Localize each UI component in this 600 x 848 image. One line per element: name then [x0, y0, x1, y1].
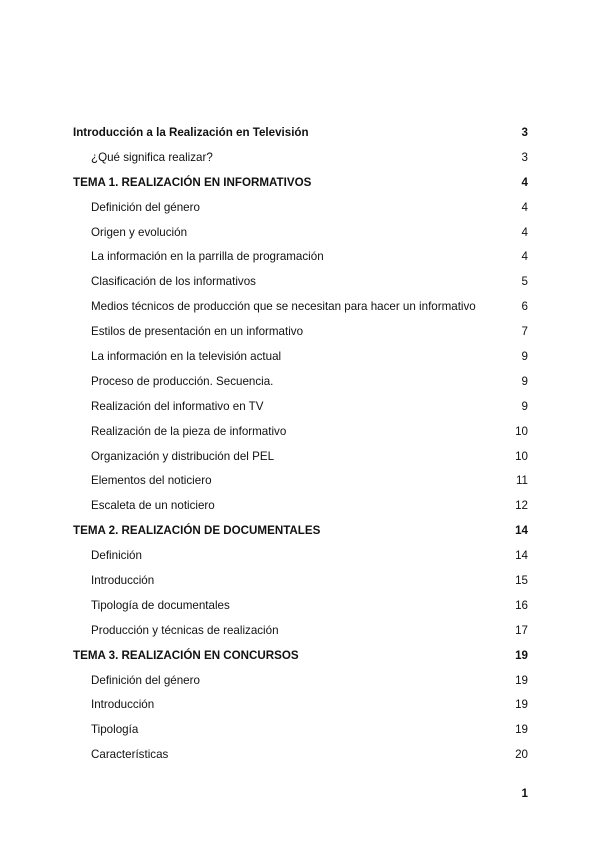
- toc-entry-title: Origen y evolución: [91, 225, 188, 239]
- toc-entry-page-number: 5: [521, 275, 528, 289]
- toc-entry-page-number: 6: [521, 300, 528, 314]
- toc-entry-page-number: 10: [515, 449, 528, 463]
- toc-entry-page-number: 9: [521, 399, 528, 413]
- toc-entry-page-number: 17: [515, 623, 528, 637]
- toc-section-entry[interactable]: [0, 245, 600, 270]
- toc-entry-title: ¿Qué significa realizar?: [91, 150, 213, 164]
- toc-entry-title: Introducción: [91, 574, 155, 588]
- toc-entry-page-number: 14: [515, 549, 528, 563]
- toc-entry-title: Introducción a la Realización en Televisión: [73, 126, 309, 139]
- toc-section-entry[interactable]: [0, 594, 600, 619]
- toc-section-entry[interactable]: [0, 469, 600, 494]
- toc-chapter-entry[interactable]: [0, 121, 600, 146]
- toc-section-entry[interactable]: [0, 693, 600, 718]
- toc-entry-title: La información en la parrilla de programación: [91, 250, 324, 264]
- toc-section-entry[interactable]: [0, 196, 600, 221]
- toc-entry-page-number: 19: [515, 648, 528, 662]
- toc-entry-page-number: 19: [515, 673, 528, 687]
- toc-entry-page-number: 12: [515, 499, 528, 513]
- toc-entry-page-number: 11: [515, 474, 528, 488]
- toc-entry-page-number: 10: [515, 424, 528, 438]
- toc-section-entry[interactable]: [0, 146, 600, 171]
- toc-entry-page-number: 16: [515, 598, 528, 612]
- toc-entry-title: Definición del género: [91, 673, 200, 687]
- toc-section-entry[interactable]: [0, 270, 600, 295]
- toc-entry-title: Introducción: [91, 698, 155, 712]
- toc-section-entry[interactable]: [0, 544, 600, 569]
- toc-section-entry[interactable]: [0, 370, 600, 395]
- toc-entry-title: Producción y técnicas de realización: [91, 623, 279, 637]
- toc-entry-title: Tipología: [91, 723, 139, 737]
- toc-chapter-entry[interactable]: [0, 644, 600, 669]
- toc-section-entry[interactable]: [0, 345, 600, 370]
- toc-section-entry[interactable]: [0, 569, 600, 594]
- toc-section-entry[interactable]: [0, 619, 600, 644]
- toc-entry-title: Elementos del noticiero: [91, 474, 212, 488]
- toc-entry-page-number: 3: [521, 150, 528, 164]
- toc-entry-title: Tipología de documentales: [91, 598, 230, 612]
- toc-entry-page-number: 19: [515, 698, 528, 712]
- toc-section-entry[interactable]: [0, 395, 600, 420]
- toc-entry-title: La información en la televisión actual: [91, 350, 282, 364]
- toc-entry-page-number: 15: [515, 574, 528, 588]
- toc-section-entry[interactable]: [0, 420, 600, 445]
- toc-entry-title: Características: [91, 748, 169, 762]
- toc-entry-page-number: 14: [515, 524, 528, 538]
- toc-section-entry[interactable]: [0, 295, 600, 320]
- toc-entry-title: TEMA 1. REALIZACIÓN EN INFORMATIVOS: [73, 175, 312, 189]
- toc-entry-title: Definición del género: [91, 200, 200, 214]
- toc-entry-page-number: 3: [521, 126, 528, 139]
- table-of-contents: [0, 121, 600, 768]
- toc-entry-title: TEMA 2. REALIZACIÓN DE DOCUMENTALES: [73, 524, 321, 538]
- toc-entry-title: Proceso de producción. Secuencia.: [91, 374, 274, 388]
- toc-section-entry[interactable]: [0, 445, 600, 470]
- page-number: 1: [521, 787, 528, 800]
- toc-entry-page-number: 20: [515, 748, 528, 762]
- toc-entry-title: TEMA 3. REALIZACIÓN EN CONCURSOS: [73, 648, 299, 662]
- toc-section-entry[interactable]: [0, 718, 600, 743]
- toc-entry-title: Medios técnicos de producción que se necesitan para hacer un informativo: [91, 300, 476, 314]
- toc-entry-page-number: 4: [521, 225, 528, 239]
- toc-section-entry[interactable]: [0, 743, 600, 768]
- toc-entry-page-number: 7: [521, 325, 528, 339]
- toc-section-entry[interactable]: [0, 669, 600, 694]
- toc-entry-title: Realización de la pieza de informativo: [91, 424, 287, 438]
- toc-chapter-entry[interactable]: [0, 171, 600, 196]
- toc-entry-page-number: 19: [515, 723, 528, 737]
- toc-section-entry[interactable]: [0, 494, 600, 519]
- toc-entry-title: Escaleta de un noticiero: [91, 499, 215, 513]
- toc-entry-page-number: 4: [521, 175, 528, 189]
- toc-section-entry[interactable]: [0, 320, 600, 345]
- toc-entry-title: Realización del informativo en TV: [91, 399, 264, 413]
- toc-entry-title: Organización y distribución del PEL: [91, 449, 275, 463]
- toc-section-entry[interactable]: [0, 221, 600, 246]
- toc-entry-page-number: 9: [521, 350, 528, 364]
- toc-entry-page-number: 4: [521, 200, 528, 214]
- toc-chapter-entry[interactable]: [0, 519, 600, 544]
- toc-entry-page-number: 9: [521, 374, 528, 388]
- toc-entry-title: Clasificación de los informativos: [91, 275, 256, 289]
- toc-entry-page-number: 4: [521, 250, 528, 264]
- toc-entry-title: Estilos de presentación en un informativo: [91, 325, 304, 339]
- toc-entry-title: Definición: [91, 549, 142, 563]
